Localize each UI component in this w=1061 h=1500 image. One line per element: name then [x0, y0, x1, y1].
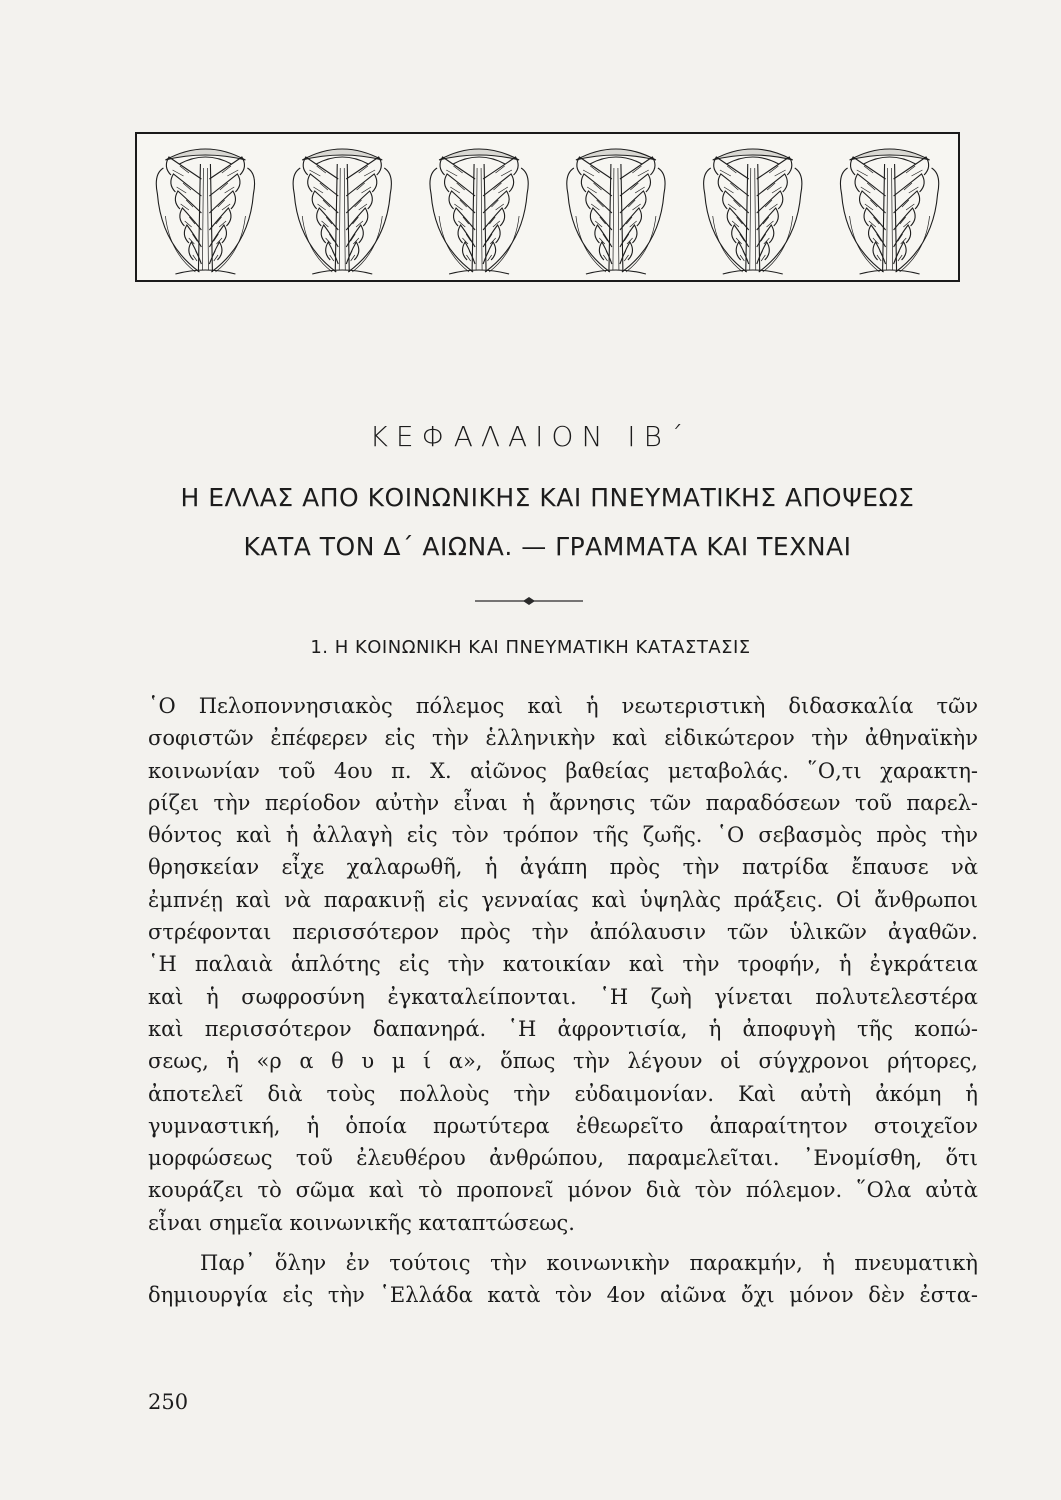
text-line: δημιουργία εἰς τὴν ῾Ελλάδα κατὰ τὸν 4ον αἰῶνα ὄχι μόνον δὲν ἐστα- [148, 1283, 978, 1308]
text-line: μορφώσεως τοῦ ἐλευθέρου ἀνθρώπου, παραμελεῖται. ᾿Ενομίσθη, ὅτι [148, 1146, 978, 1171]
page-number: 250 [148, 1390, 189, 1414]
chapter-heading: ΚΕΦΑΛΑΙΟΝ ΙΒ΄ [369, 420, 692, 453]
divider-ornament [475, 596, 583, 606]
body-text [148, 690, 978, 1312]
text-line: θρησκείαν εἶχε χαλαρωθῆ, ἡ ἀγάπη πρὸς τὴν πατρίδα ἔπαυσε νὰ [148, 855, 978, 880]
section-heading: 1. Η ΚΟΙΝΩΝΙΚΗ ΚΑΙ ΠΝΕΥΜΑΤΙΚΗ ΚΑΤΑΣΤΑΣΙΣ [310, 637, 751, 658]
text-line: σοφιστῶν ἐπέφερεν εἰς τὴν ἑλληνικὴν καὶ εἰδικώτερον τὴν ἀθηναϊκὴν [148, 726, 978, 751]
text-line: ἐμπνέῃ καὶ νὰ παρακινῇ εἰς γενναίας καὶ ὑψηλὰς πράξεις. Οἱ ἄνθρωποι [148, 887, 978, 912]
acanthus-motif [156, 149, 254, 274]
text-line: κοινωνίαν τοῦ 4ου π. Χ. αἰῶνος βαθείας μεταβολάς. ῞Ο,τι χαρακτη- [148, 758, 978, 783]
acanthus-motif [704, 149, 802, 274]
text-line: καὶ ἡ σωφροσύνη ἐγκαταλείπονται. ῾Η ζωὴ γίνεται πολυτελεστέρα [148, 984, 978, 1009]
acanthus-frieze-ornament [135, 132, 960, 282]
acanthus-motif [430, 149, 528, 274]
text-line: ἀποτελεῖ διὰ τοὺς πολλοὺς τὴν εὐδαιμονίαν. Καὶ αὐτὴ ἀκόμη ἡ [148, 1081, 978, 1106]
text-line: καὶ περισσότερον δαπανηρά. ῾Η ἀφροντισία, ἡ ἀποφυγὴ τῆς κοπώ- [148, 1016, 978, 1041]
text-line: κουράζει τὸ σῶμα καὶ τὸ προπονεῖ μόνον διὰ τὸν πόλεμον. ῞Ολα αὐτὰ [148, 1178, 978, 1203]
text-line: Παρ᾿ ὅλην ἐν τούτοις τὴν κοινωνικὴν παρακμήν, ἡ πνευματικὴ [200, 1251, 978, 1276]
text-line: εἶναι σημεῖα κοινωνικῆς καταπτώσεως. [148, 1210, 575, 1235]
chapter-title-line-1: Η ΕΛΛΑΣ ΑΠΟ ΚΟΙΝΩΝΙΚΗΣ ΚΑΙ ΠΝΕΥΜΑΤΙΚΗΣ ΑΠΟΨΕΩΣ [180, 483, 915, 512]
chapter-title-line-2: ΚΑΤΑ ΤΟΝ Δ΄ ΑΙΩΝΑ. — ΓΡΑΜΜΑΤΑ ΚΑΙ ΤΕΧΝΑΙ [243, 532, 852, 561]
text-line: ρίζει τὴν περίοδον αὐτὴν εἶναι ἡ ἄρνησις τῶν παραδόσεων τοῦ παρελ- [148, 790, 978, 815]
text-line: στρέφονται περισσότερον πρὸς τὴν ἀπόλαυσιν τῶν ὑλικῶν ἀγαθῶν. [148, 920, 978, 945]
text-line: θόντος καὶ ἡ ἀλλαγὴ εἰς τὸν τρόπον τῆς ζωῆς. ῾Ο σεβασμὸς πρὸς τὴν [148, 823, 978, 848]
acanthus-motif [840, 149, 938, 274]
text-line: ῾Ο Πελοποννησιακὸς πόλεμος καὶ ἡ νεωτεριστικὴ διδασκαλία τῶν [148, 694, 978, 718]
text-line: ῾Η παλαιὰ ἁπλότης εἰς τὴν κατοικίαν καὶ τὴν τροφήν, ἡ ἐγκράτεια [148, 952, 978, 977]
acanthus-motif [567, 149, 665, 274]
text-line: σεως, ἡ «ρ α θ υ μ ί α», ὅπως τὴν λέγουν οἱ σύγχρονοι ρήτορες, [148, 1049, 978, 1074]
text-line: γυμναστική, ἡ ὁποία πρωτύτερα ἐθεωρεῖτο ἀπαραίτητον στοιχεῖον [148, 1113, 978, 1138]
acanthus-motif [293, 149, 391, 274]
